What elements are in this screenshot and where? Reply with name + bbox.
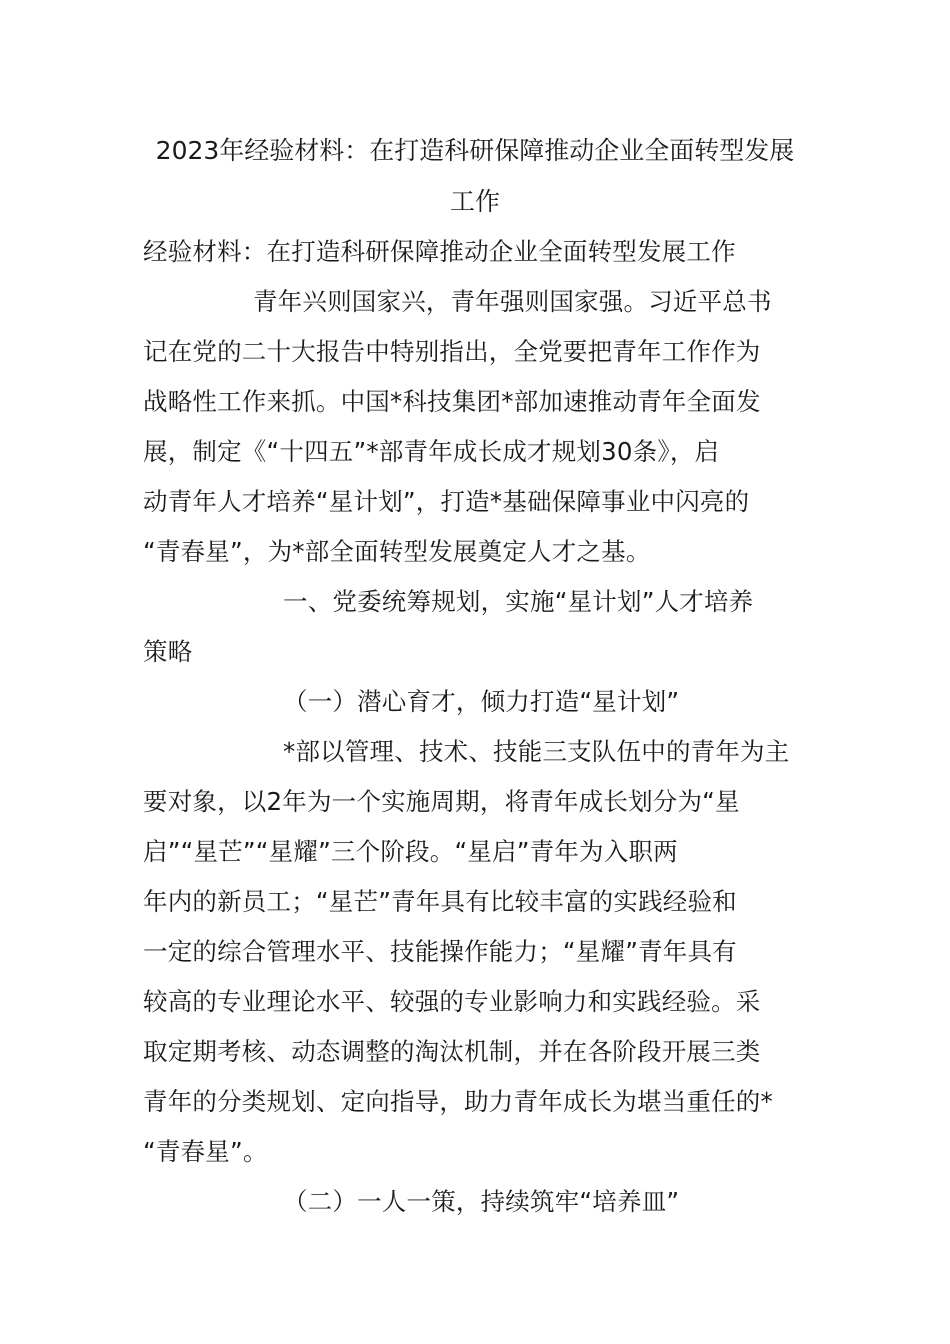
intro-line: 记在党的二十大报告中特别指出，全党要把青年工作作为 xyxy=(143,337,761,366)
body-line: 要对象，以2年为一个实施周期，将青年成长划分为“星 xyxy=(143,787,740,816)
intro-line: “青春星”，为*部全面转型发展奠定人才之基。 xyxy=(143,537,651,566)
document-title-line-1: 2023年经验材料：在打造科研保障推动企业全面转型发展 xyxy=(155,136,795,165)
body-line: 一定的综合管理水平、技能操作能力；“星耀”青年具有 xyxy=(143,937,737,966)
intro-line: 青年兴则国家兴，青年强则国家强。习近平总书 xyxy=(253,287,772,316)
body-line: 启”“星芒”“星耀”三个阶段。“星启”青年为入职两 xyxy=(143,837,678,866)
intro-line: 动青年人才培养“星计划”，打造*基础保障事业中闪亮的 xyxy=(143,487,750,516)
subsection-heading: （一）潜心育才，倾力打造“星计划” xyxy=(283,687,680,716)
intro-line: 战略性工作来抓。中国*科技集团*部加速推动青年全面发 xyxy=(143,387,761,416)
body-line: 取定期考核、动态调整的淘汰机制，并在各阶段开展三类 xyxy=(143,1037,761,1066)
subsection-heading: （二）一人一策，持续筑牢“培养皿” xyxy=(283,1187,680,1216)
body-line: 青年的分类规划、定向指导，助力青年成长为堪当重任的* xyxy=(143,1087,773,1116)
section-heading: 一、党委统筹规划，实施“星计划”人才培养 xyxy=(283,587,754,616)
intro-line: 展，制定《“十四五”*部青年成长成才规划30条》，启 xyxy=(143,437,720,466)
section-heading: 策略 xyxy=(143,637,193,666)
document-title-line-2: 工作 xyxy=(449,187,500,216)
body-line: *部以管理、技术、技能三支队伍中的青年为主 xyxy=(283,737,790,766)
document-subtitle: 经验材料：在打造科研保障推动企业全面转型发展工作 xyxy=(143,237,736,266)
body-line: “青春星”。 xyxy=(143,1137,268,1166)
body-line: 较高的专业理论水平、较强的专业影响力和实践经验。采 xyxy=(143,987,761,1016)
body-line: 年内的新员工；“星芒”青年具有比较丰富的实践经验和 xyxy=(143,887,737,916)
